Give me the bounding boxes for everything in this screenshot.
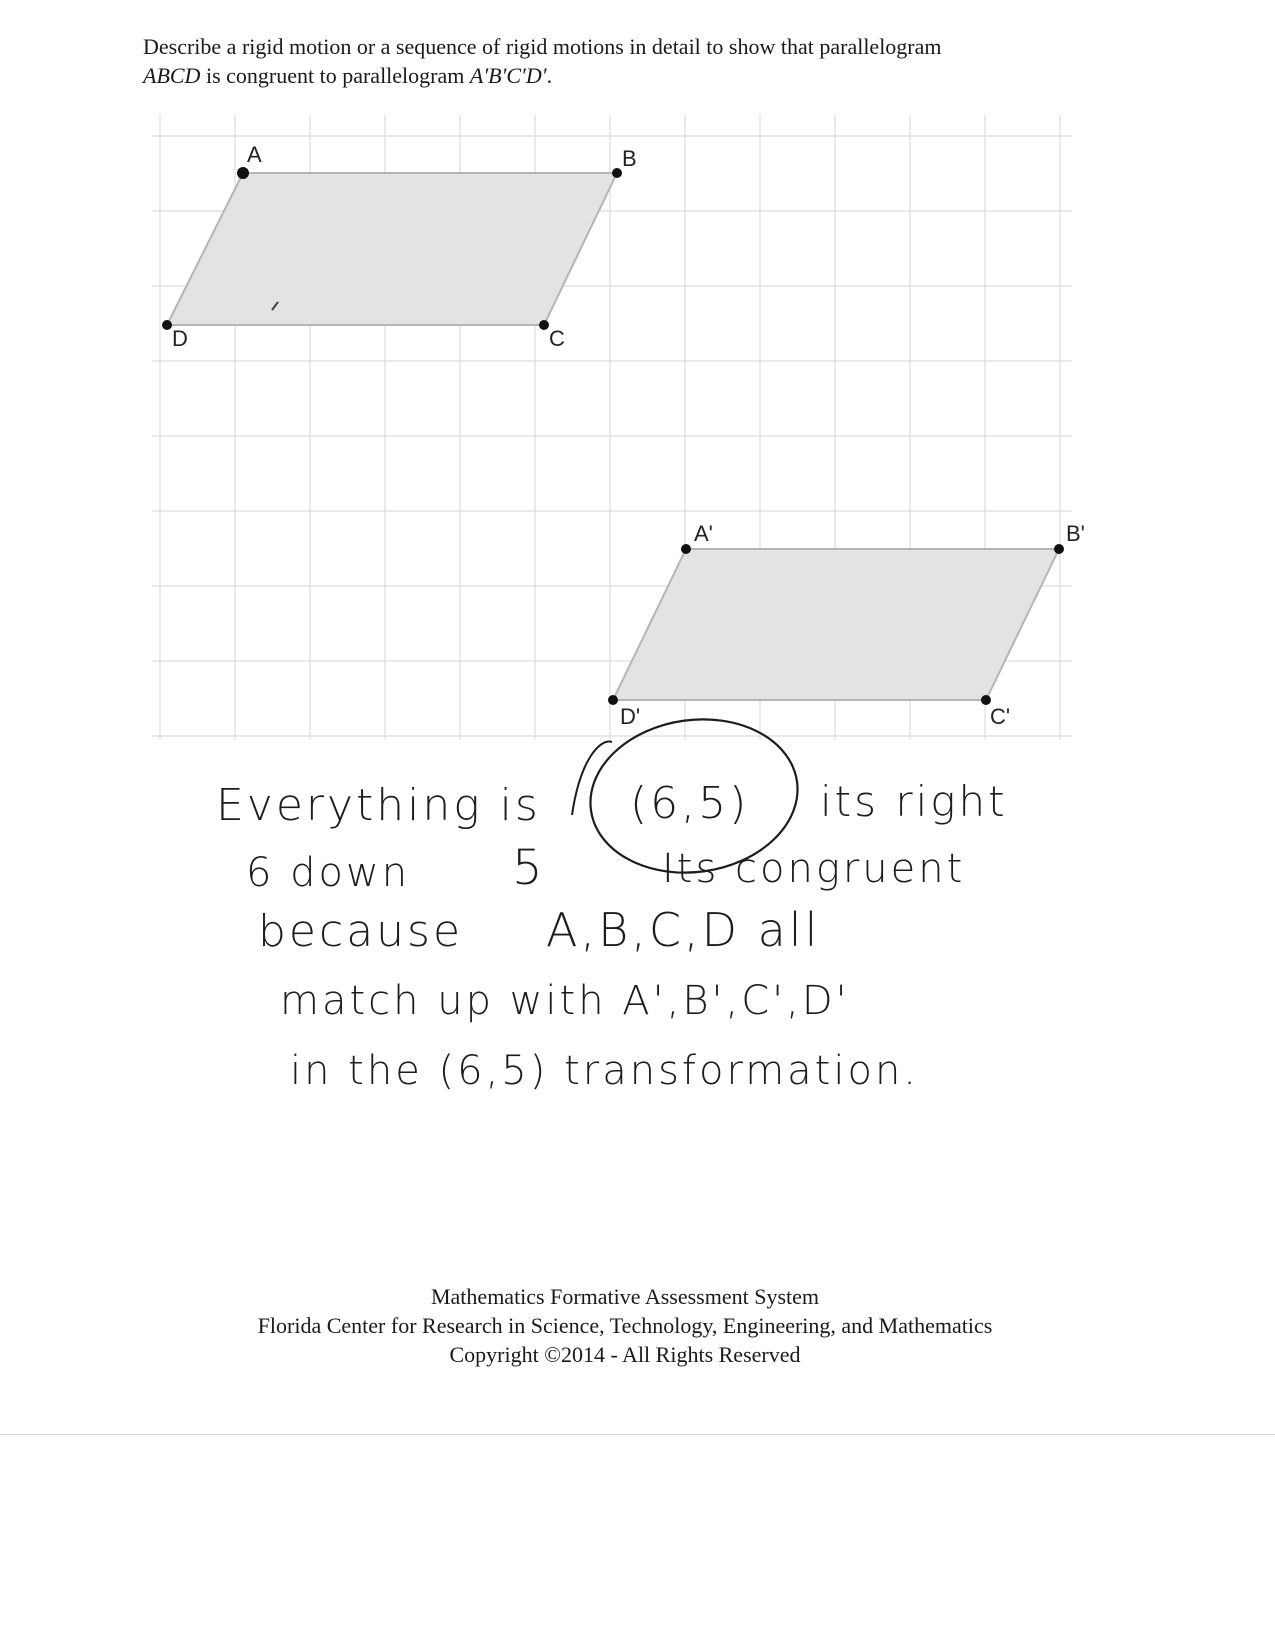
parallelogram-abcd [167, 173, 617, 325]
answer-line-4: match up with A',B',C',D' [280, 978, 850, 1024]
point-c [539, 320, 549, 330]
answer-line-1c: its right [820, 777, 1008, 826]
parallelogram-a-prime-b-prime-c-prime-d-prime [613, 549, 1059, 700]
label-a: A [247, 142, 262, 167]
point-a-prime [681, 544, 691, 554]
footer-line-3: Copyright ©2014 - All Rights Reserved [449, 1342, 801, 1367]
answer-line-5: in the (6,5) transformation. [290, 1048, 920, 1094]
footer-line-2: Florida Center for Research in Science, Technology, Engineering, and Mathematics [257, 1313, 993, 1338]
point-a [237, 167, 249, 179]
prompt-line-1: Describe a rigid motion or a sequence of rigid motions in detail to show that parallelogram [143, 34, 942, 59]
circle-underline-stroke [572, 742, 612, 815]
label-c: C [549, 326, 565, 351]
label-c-prime: C' [990, 704, 1011, 729]
label-b-prime: B' [1066, 521, 1085, 546]
answer-line-3b: A,B,C,D all [546, 903, 821, 957]
answer-line-2b: 5 [512, 840, 546, 896]
label-d: D [172, 326, 188, 351]
point-d [162, 320, 172, 330]
label-d-prime: D' [620, 704, 641, 729]
abcd-prime-italic: A′B′C′D′ [469, 63, 547, 88]
page-edge-line [0, 1434, 1275, 1435]
handwritten-answer [216, 704, 1011, 1094]
answer-line-2c: Its congruent [662, 846, 966, 892]
answer-line-1b: (6,5) [630, 778, 750, 829]
label-b: B [622, 146, 637, 171]
label-a-prime: A' [694, 521, 713, 546]
answer-line-1a: Everything is [216, 780, 541, 831]
abcd-italic: ABCD [143, 63, 201, 88]
footer [0, 1282, 1250, 1369]
prompt-line-2-end: . [546, 63, 553, 88]
point-b-prime [1054, 544, 1064, 554]
footer-line-1: Mathematics Formative Assessment System [430, 1284, 820, 1309]
prompt-line-2-text: is congruent to parallelogram [200, 63, 470, 88]
point-b [612, 168, 622, 178]
answer-line-3a: because [258, 906, 464, 957]
point-d-prime [608, 695, 618, 705]
answer-line-2a: 6 down [246, 850, 411, 896]
